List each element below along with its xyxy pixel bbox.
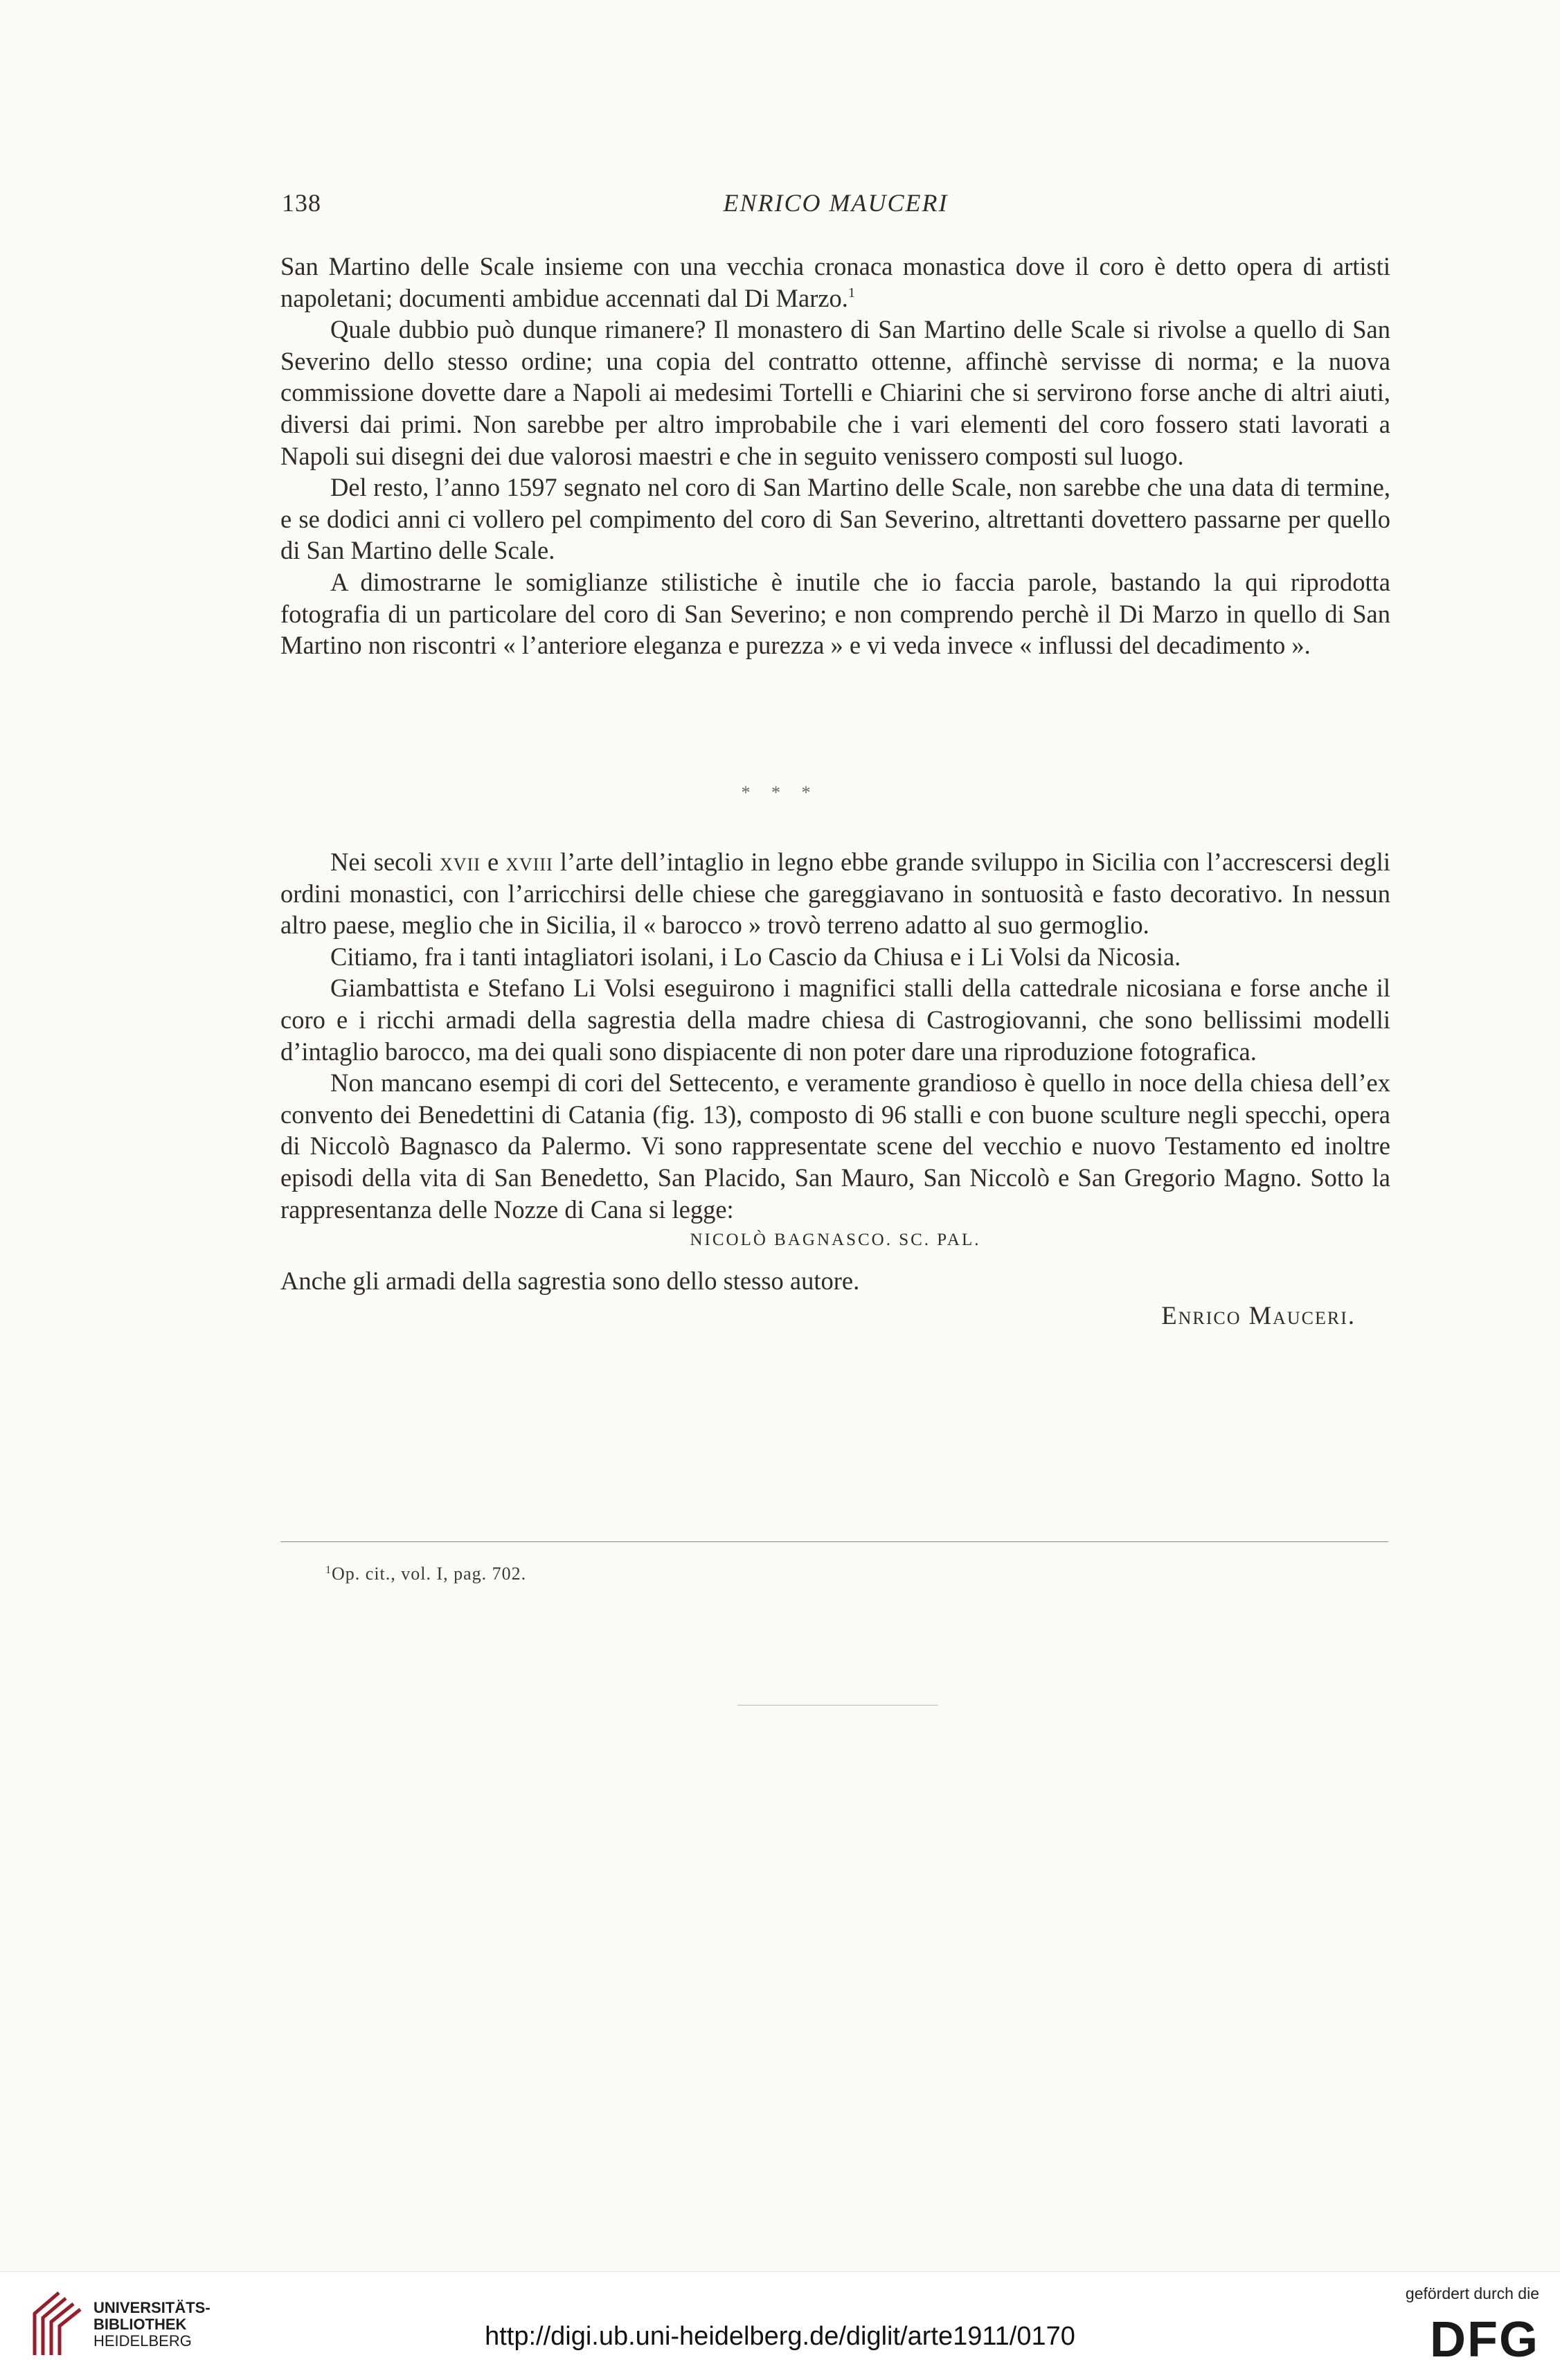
library-name: UNIVERSITÄTS- BIBLIOTHEK HEIDELBERG	[93, 2299, 210, 2350]
footnote	[325, 1564, 526, 1584]
paragraph-3: Del resto, l’anno 1597 segnato nel coro di San Martino delle Scale, non sarebbe che una data di termine, e se dodici anni ci vollero pel compimento del coro di San Severino, altrettanti dovettero passarne per quello di San Martino delle Scale.	[280, 473, 1390, 565]
footnote-text: Op. cit., vol. I, pag. 702.	[332, 1564, 527, 1584]
digitization-footer	[0, 2271, 1560, 2380]
permalink-url[interactable]: http://digi.ub.uni-heidelberg.de/diglit/arte1911/0170	[485, 2322, 1075, 2351]
paragraph-7: Giambattista e Stefano Li Volsi eseguirono i magnifici stalli della cattedrale nicosiana e forse anche il coro e i ricchi armadi della sagrestia della madre chiesa di Castrogiovanni, che sono bellissimi modelli d’intaglio barocco, ma dei quali sono dispiacente di non poter dare una riproduzione fotografica.	[280, 974, 1390, 1066]
section-separator: * * *	[741, 782, 819, 803]
end-rule	[737, 1705, 938, 1706]
running-title: ENRICO MAUCERI	[723, 189, 949, 217]
paragraph-9: Anche gli armadi della sagrestia sono dello stesso autore.	[280, 1267, 860, 1296]
svg-text:DFG: DFG	[1430, 2315, 1539, 2361]
paragraph-6: Citiamo, fra i tanti intagliatori isolani, i Lo Cascio da Chiusa e i Li Volsi da Nicosia.	[330, 942, 1181, 971]
footnote-divider	[280, 1541, 1388, 1542]
paragraph-1: San Martino delle Scale insieme con una vecchia cronaca monastica dove il coro è detto opera di artisti napoletani; documenti ambidue accennati dal Di Marzo.$^1$	[280, 252, 1390, 312]
footnote-mark: 1	[325, 1564, 332, 1576]
author-signature: Enrico Mauceri.	[1161, 1300, 1356, 1330]
paragraph-2: Quale dubbio può dunque rimanere? Il monastero di San Martino delle Scale si rivolse a quello di San Severino dello stesso ordine; una copia del contratto ottenne, affinchè servisse di norma; e la nuova commissione dovette dare a Napoli ai medesimi Tortelli e Chiarini che si servirono forse anche di altri aiuti, diversi dai primi. Non sarebbe per altro improbabile che i vari elementi del coro fossero stati lavorati a Napoli sui disegni dei due valorosi maestri e che in seguito venissero composti sul luogo.	[280, 315, 1390, 470]
main-text-top	[280, 251, 1390, 661]
funding-credit: gefördert durch die	[1405, 2284, 1539, 2302]
paragraph-4: A dimostrarne le somiglianze stilistiche è inutile che io faccia parole, bastando la qui riprodotta fotografia di un particolare del coro di San Severino; e non comprendo perchè il Di Marzo in quello di San Martino non riscontri « l’anteriore eleganza e purezza » e vi veda invece « influssi del decadimento ».	[280, 567, 1390, 660]
page-header	[282, 188, 1390, 230]
inscription: NICOLÒ BAGNASCO. SC. PAL.	[690, 1231, 981, 1250]
page-number: 138	[282, 189, 321, 217]
main-text-bottom	[280, 846, 1390, 1331]
paragraph-8: Non mancano esempi di cori del Settecento, e veramente grandioso è quello in noce della chiesa dell’ex convento dei Benedettini di Catania (fig. 13), composto di 96 stalli e con buone sculture negli specchi, opera di Niccolò Bagnasco da Palermo. Vi sono rappresentate scene del vecchio e nuovo Testamento ed inoltre episodi della vita di San Benedetto, San Placido, San Mauro, San Niccolò e San Gregorio Magno. Sotto la rappresentanza delle Nozze di Cana si legge:	[280, 1068, 1390, 1224]
footnote-reference: 1	[848, 285, 855, 301]
paragraph-5: Nei secoli xvii e xviii l’arte dell’intaglio in legno ebbe grande sviluppo in Sicilia con l’accrescersi degli ordini monastici, con l’arricchirsi delle chiese che gareggiavano in sontuosità e fasto decorativo. In nessun altro paese, meglio che in Sicilia, il « barocco » trovò terreno adatto al suo germoglio.	[280, 848, 1391, 940]
dfg-logo-icon	[1373, 2315, 1539, 2361]
